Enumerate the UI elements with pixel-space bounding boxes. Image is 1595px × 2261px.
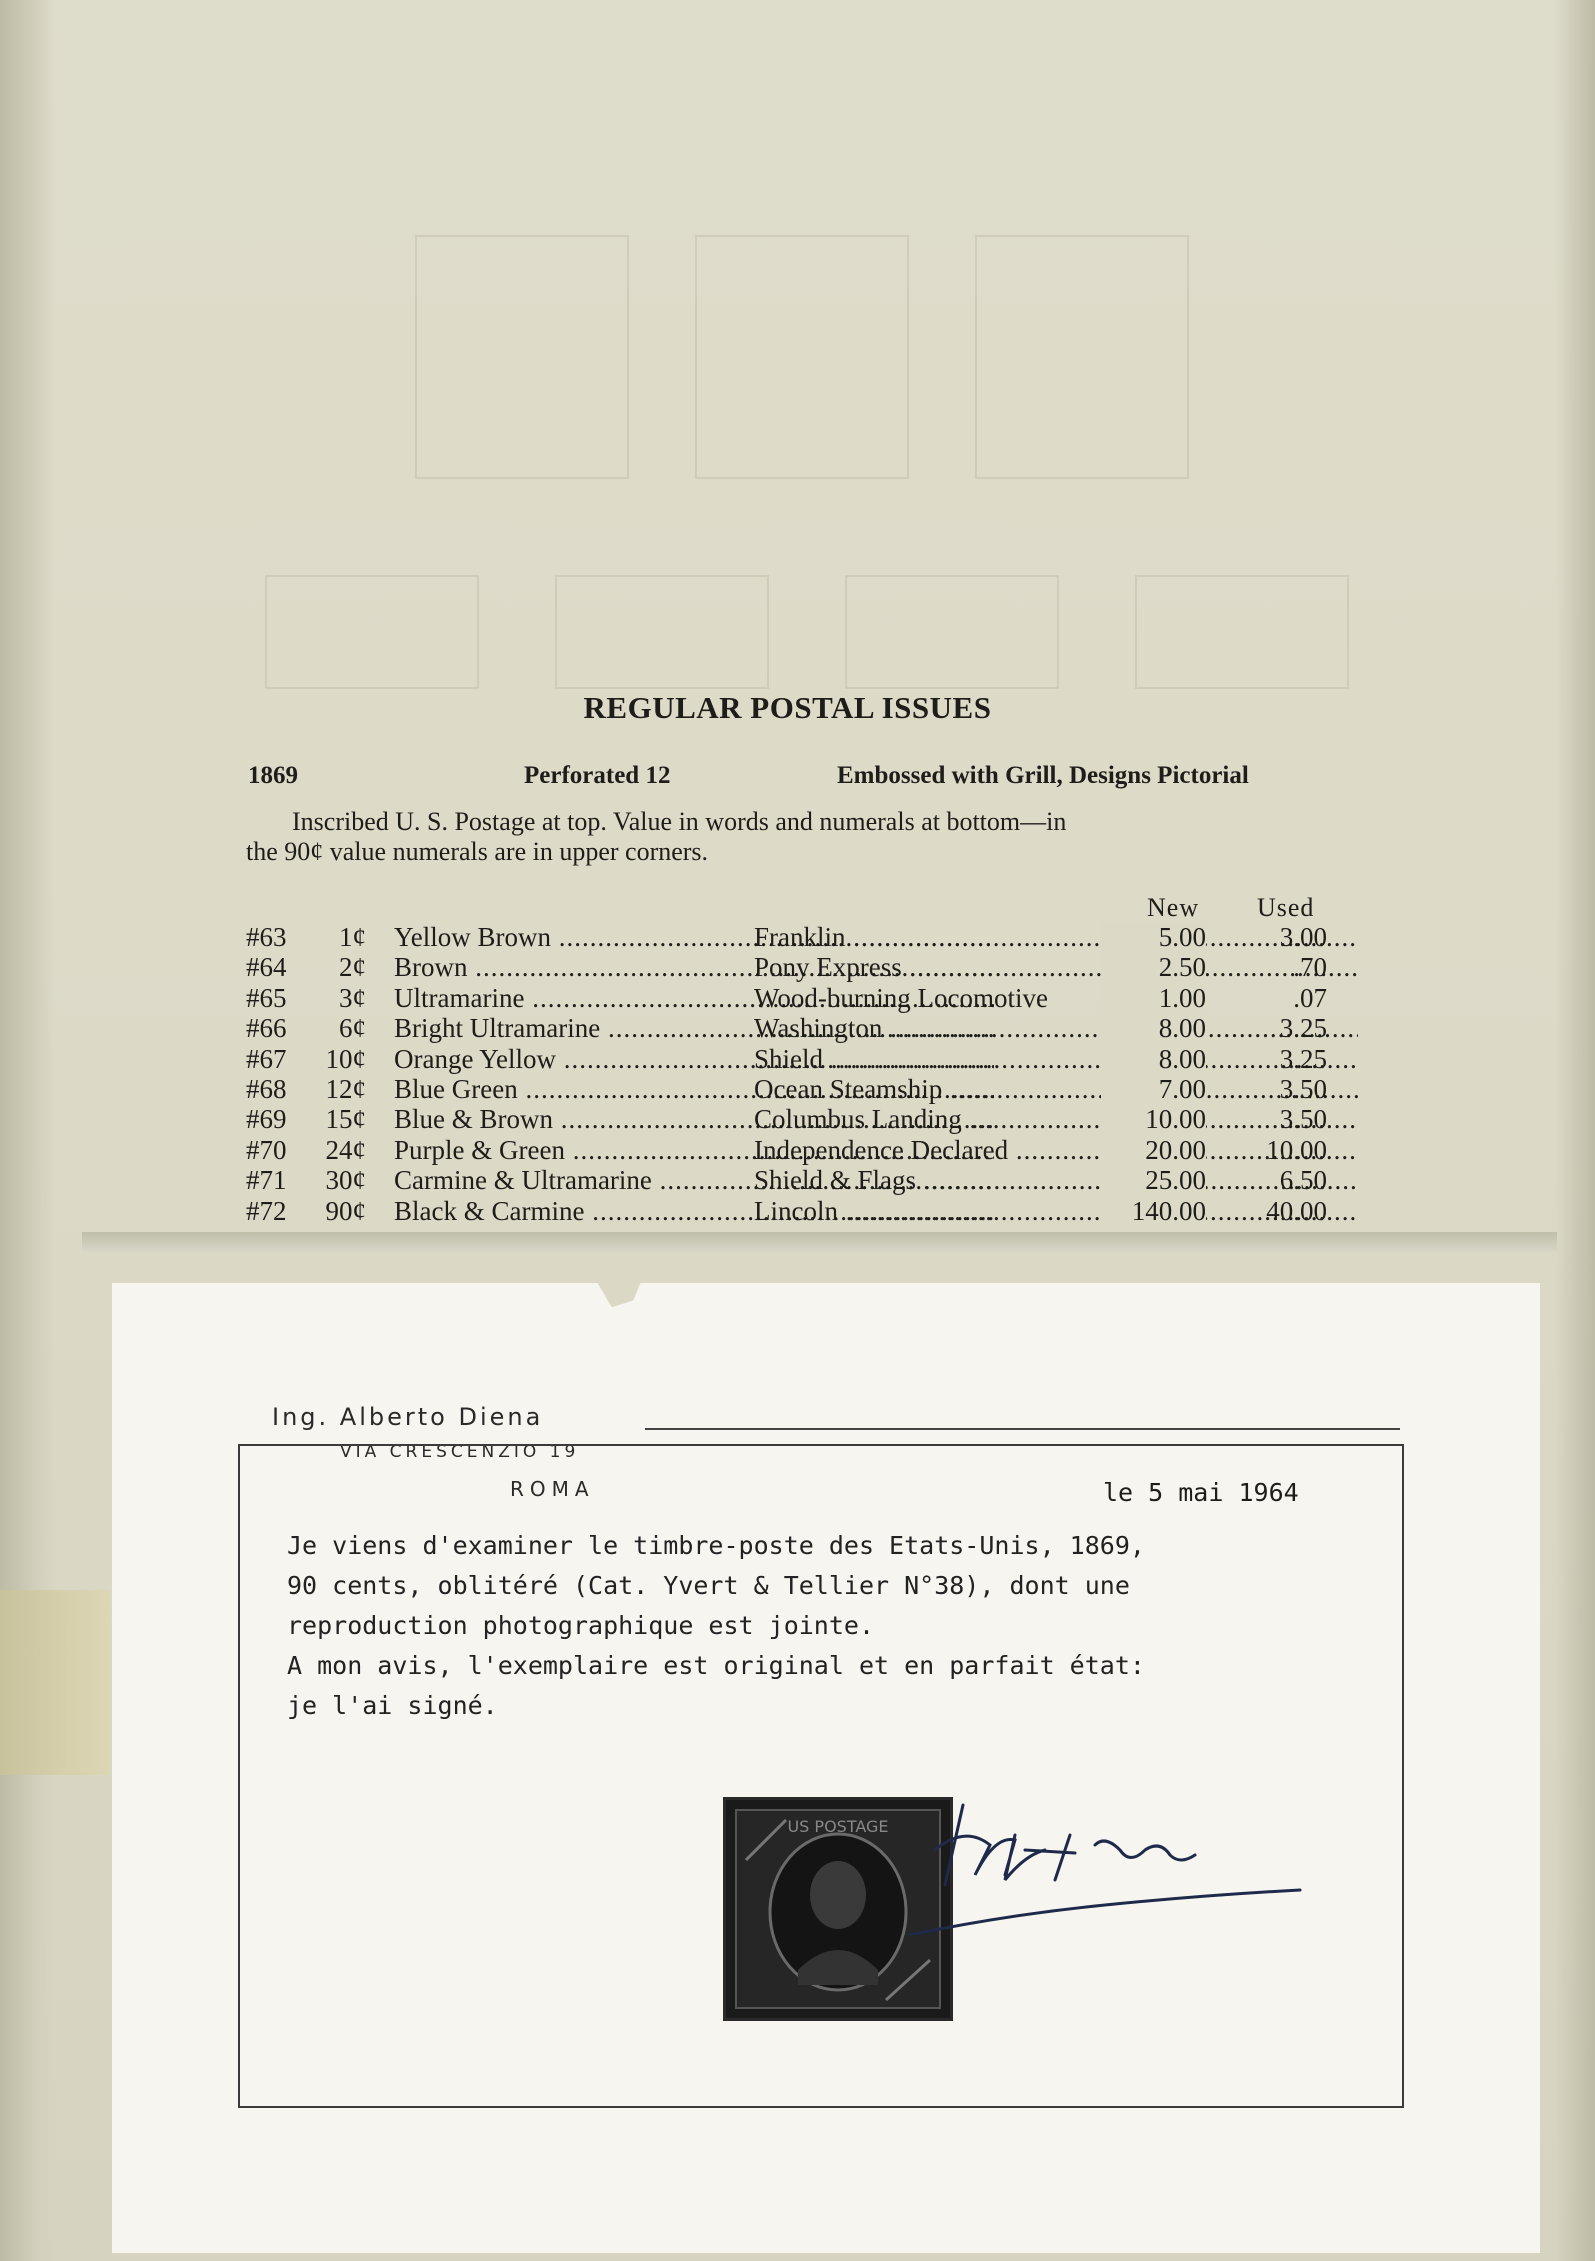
price-used: .70 — [1293, 952, 1327, 983]
showthrough-box — [975, 235, 1189, 479]
denomination: 10¢ — [325, 1043, 366, 1074]
tape-strip — [0, 1590, 110, 1775]
stamp-design: Shield & Flags ..... — [754, 1165, 1358, 1195]
intro-line-2: the 90¢ value numerals are in upper corners. — [246, 837, 709, 866]
price-used: 3.50 — [1279, 1073, 1327, 1104]
showthrough-box — [845, 575, 1059, 689]
denomination: 6¢ — [339, 1013, 366, 1044]
price-new: 25.00 — [1101, 1165, 1206, 1195]
column-header-used: Used — [1257, 893, 1315, 922]
price-new: 7.00 — [1101, 1074, 1206, 1104]
table-row — [246, 1104, 1336, 1134]
price-new: 2.50 — [1101, 952, 1206, 982]
page-gutter-shadow — [0, 0, 55, 2261]
catalog-number: #66 — [246, 1013, 287, 1044]
price-new: 10.00 — [1101, 1104, 1206, 1134]
letterhead-address: VIA CRESCENZIO 19 — [340, 1442, 580, 1462]
stamp-color: Blue Green ..... — [394, 1074, 994, 1104]
certificate-date: le 5 mai 1964 — [1103, 1478, 1299, 1507]
certificate-line: 90 cents, oblitéré (Cat. Yvert & Tellier N°38), dont une — [287, 1571, 1130, 1600]
showthrough-box — [555, 575, 769, 689]
stamp-color: Carmine & Ultramarine ..... — [394, 1165, 994, 1195]
catalog-number: #71 — [246, 1165, 287, 1196]
catalog-number: #72 — [246, 1195, 287, 1226]
certificate-line: Je viens d'examiner le timbre-poste des Etats-Unis, 1869, — [287, 1531, 1145, 1560]
table-row — [246, 1074, 1336, 1104]
price-used: 10.00 — [1266, 1134, 1327, 1165]
table-row — [246, 1044, 1336, 1074]
table-row — [246, 1135, 1336, 1165]
catalog-number: #63 — [246, 922, 287, 952]
catalog-number: #64 — [246, 952, 287, 983]
card-backplate — [82, 1232, 1557, 1252]
page-edge-shadow — [1555, 0, 1595, 2261]
showthrough-box — [695, 235, 909, 479]
table-row — [246, 1013, 1336, 1043]
denomination: 12¢ — [325, 1073, 366, 1104]
price-new: 1.00 — [1101, 983, 1206, 1013]
intro-text — [246, 807, 1331, 867]
certificate-line: A mon avis, l'exemplaire est original et en parfait état: — [287, 1651, 1145, 1680]
stamp-design: Shield ..... — [754, 1044, 1358, 1074]
catalog-number: #68 — [246, 1073, 287, 1104]
denomination: 30¢ — [325, 1165, 366, 1196]
stamp-color: Ultramarine ..... — [394, 983, 994, 1013]
denomination: 15¢ — [325, 1104, 366, 1135]
denomination: 2¢ — [339, 952, 366, 983]
column-header-new: New — [1147, 893, 1200, 922]
stamp-design: Lincoln ..... — [754, 1196, 1358, 1226]
price-new: 5.00 — [1101, 922, 1206, 952]
stamp-color: Brown ..... — [394, 952, 994, 982]
table-row — [246, 983, 1336, 1013]
table-row — [246, 922, 1336, 952]
catalog-number: #67 — [246, 1043, 287, 1074]
price-used: 40.00 — [1266, 1195, 1327, 1226]
price-new: 140.00 — [1101, 1196, 1206, 1226]
showthrough-box — [265, 575, 479, 689]
price-used: .07 — [1293, 982, 1327, 1013]
stamp-design: Columbus Landing ..... — [754, 1104, 1358, 1134]
denomination: 90¢ — [325, 1195, 366, 1226]
price-used: 3.25 — [1279, 1013, 1327, 1044]
price-used: 6.50 — [1279, 1165, 1327, 1196]
stamp-color: Purple & Green ..... — [394, 1135, 994, 1165]
catalog-number: #65 — [246, 982, 287, 1013]
denomination: 1¢ — [339, 922, 366, 952]
certificate-line: je l'ai signé. — [287, 1691, 498, 1720]
table-row — [246, 1165, 1336, 1195]
price-used: 3.25 — [1279, 1043, 1327, 1074]
issue-year: 1869 — [248, 762, 298, 789]
stamp-color: Bright Ultramarine ..... — [394, 1013, 994, 1043]
denomination: 3¢ — [339, 982, 366, 1013]
certificate-text — [287, 1526, 1347, 1726]
price-new: 8.00 — [1101, 1013, 1206, 1043]
stamp-design: Wood-burning Locomotive — [754, 982, 1049, 1013]
certificate-line: reproduction photographique est jointe. — [287, 1611, 874, 1640]
catalog-number: #70 — [246, 1134, 287, 1165]
table-row — [246, 1196, 1336, 1226]
letterhead-name: Ing. Alberto Diena — [272, 1403, 544, 1431]
stamp-color: Yellow Brown ..... — [394, 922, 994, 952]
denomination: 24¢ — [325, 1134, 366, 1165]
stamp-price-table — [246, 922, 1336, 1226]
showthrough-box — [1135, 575, 1349, 689]
letterhead-rule — [645, 1428, 1400, 1430]
price-new: 8.00 — [1101, 1044, 1206, 1074]
stamp-inscription: US POSTAGE — [787, 1817, 889, 1836]
table-row — [246, 952, 1336, 982]
letterhead-city: ROMA — [510, 1477, 595, 1501]
price-used: 3.50 — [1279, 1104, 1327, 1135]
intro-line-1: Inscribed U. S. Postage at top. Value in words and numerals at bottom—in — [292, 807, 1067, 836]
issue-description: Embossed with Grill, Designs Pictorial — [837, 762, 1249, 789]
stamp-design: Washington ..... — [754, 1013, 1358, 1043]
price-new: 20.00 — [1101, 1135, 1206, 1165]
stamp-design: Ocean Steamship ..... — [754, 1074, 1358, 1104]
catalog-number: #69 — [246, 1104, 287, 1135]
stamp-design: Independence Declared ..... — [754, 1135, 1358, 1165]
price-used: 3.00 — [1279, 922, 1327, 952]
perforation-label: Perforated 12 — [524, 762, 671, 789]
handwritten-signature — [905, 1795, 1305, 1935]
stamp-color: Black & Carmine ..... — [394, 1196, 994, 1226]
page-title: REGULAR POSTAL ISSUES — [583, 690, 992, 725]
showthrough-box — [415, 235, 629, 479]
stamp-color: Blue & Brown ..... — [394, 1104, 994, 1134]
stamp-color: Orange Yellow ..... — [394, 1044, 994, 1074]
stamp-design: Franklin ..... — [754, 922, 1358, 952]
stamp-design: Pony Express ..... — [754, 952, 1358, 982]
